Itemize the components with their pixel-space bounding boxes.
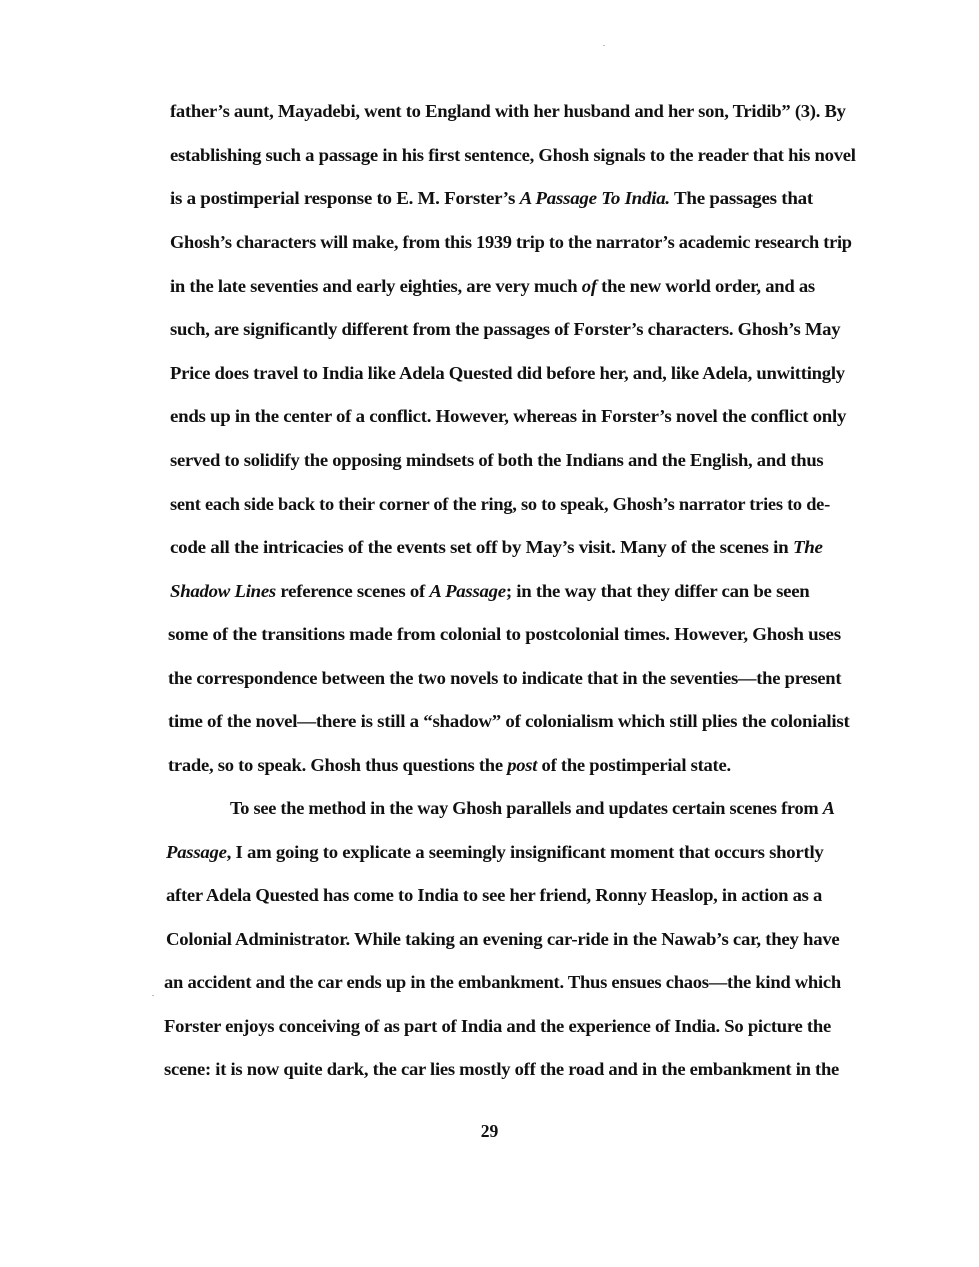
text-segment: father’s aunt, Mayadebi, went to England with her husband and her son, Tridib” (3). By — [170, 101, 846, 121]
text-segment: To see the method in the way Ghosh parallels and updates certain scenes from — [230, 798, 823, 818]
text-segment: scene: it is now quite dark, the car lies mostly off the road and in the embankment in the — [164, 1059, 840, 1079]
text-line — [168, 620, 841, 648]
text-line — [166, 881, 822, 909]
text-segment: such, are significantly different from the passages of Forster’s characters. Ghosh’s May — [170, 319, 841, 339]
text-segment: is a postimperial response to E. M. Forster’s — [170, 188, 520, 208]
text-segment: Colonial Administrator. While taking an evening car-ride in the Nawab’s car, they have — [166, 929, 840, 949]
text-segment: served to solidify the opposing mindsets of both the Indians and the English, and thus — [170, 450, 824, 470]
text-line — [164, 968, 841, 996]
text-segment: in the late seventies and early eighties, are very much — [170, 276, 582, 296]
text-line — [170, 402, 846, 430]
text-segment: ; in the way that they differ can be seen — [505, 581, 810, 601]
text-line — [170, 577, 809, 605]
text-line — [168, 707, 849, 735]
text-segment: sent each side back to their corner of the ring, so to speak, Ghosh’s narrator tries to de- — [170, 494, 830, 514]
italic-text: A Passage — [429, 581, 506, 601]
text-line — [166, 838, 824, 866]
text-segment: Ghosh’s characters will make, from this 1939 trip to the narrator’s academic research trip — [170, 232, 852, 252]
text-line — [166, 925, 840, 953]
text-line — [170, 272, 815, 300]
text-segment: Price does travel to India like Adela Quested did before her, and, like Adela, unwittingly — [170, 363, 845, 383]
text-segment: some of the transitions made from colonial to postcolonial times. However, Ghosh uses — [168, 624, 841, 644]
text-line — [170, 141, 856, 169]
text-line — [230, 794, 835, 822]
text-line — [168, 751, 731, 779]
text-segment: code all the intricacies of the events set off by May’s visit. Many of the scenes in — [170, 537, 793, 557]
text-segment: reference scenes of — [275, 581, 430, 601]
text-segment: , I am going to explicate a seemingly insignificant moment that occurs shortly — [226, 842, 824, 862]
text-segment: trade, so to speak. Ghosh thus questions the — [168, 755, 508, 775]
text-segment: an accident and the car ends up in the embankment. Thus ensues chaos—the kind which — [164, 972, 841, 992]
text-line — [164, 1012, 831, 1040]
text-line — [170, 446, 823, 474]
text-segment: The passages that — [669, 188, 813, 208]
text-line — [168, 664, 841, 692]
text-segment: establishing such a passage in his first sentence, Ghosh signals to the reader that his novel — [170, 145, 856, 165]
text-segment: time of the novel—there is still a “shadow” of colonialism which still plies the colonialist — [168, 711, 850, 731]
italic-text: A Passage To India. — [519, 188, 670, 208]
text-segment: of the postimperial state. — [537, 755, 731, 775]
text-segment: the correspondence between the two novels to indicate that in the seventies—the present — [168, 668, 842, 688]
italic-text: of — [581, 276, 597, 296]
text-line — [170, 533, 823, 561]
text-line — [170, 490, 830, 518]
italic-text: The — [792, 537, 823, 557]
text-segment: the new world order, and as — [596, 276, 815, 296]
text-line — [170, 228, 852, 256]
scan-speck — [152, 995, 154, 996]
italic-text: A — [822, 798, 835, 818]
italic-text: post — [507, 755, 538, 775]
italic-text: Shadow Lines — [170, 581, 276, 601]
italic-text: Passage — [166, 842, 227, 862]
text-segment: ends up in the center of a conflict. However, whereas in Forster’s novel the conflict only — [170, 406, 847, 426]
text-segment: after Adela Quested has come to India to see her friend, Ronny Heaslop, in action as a — [166, 885, 823, 905]
scan-speck — [603, 45, 605, 46]
text-line — [170, 315, 840, 343]
text-line — [170, 184, 813, 212]
text-line — [170, 97, 846, 125]
text-line — [170, 359, 845, 387]
page-number: 29 — [480, 1121, 499, 1141]
text-segment: Forster enjoys conceiving of as part of India and the experience of India. So picture the — [164, 1016, 831, 1036]
text-line — [164, 1055, 839, 1083]
